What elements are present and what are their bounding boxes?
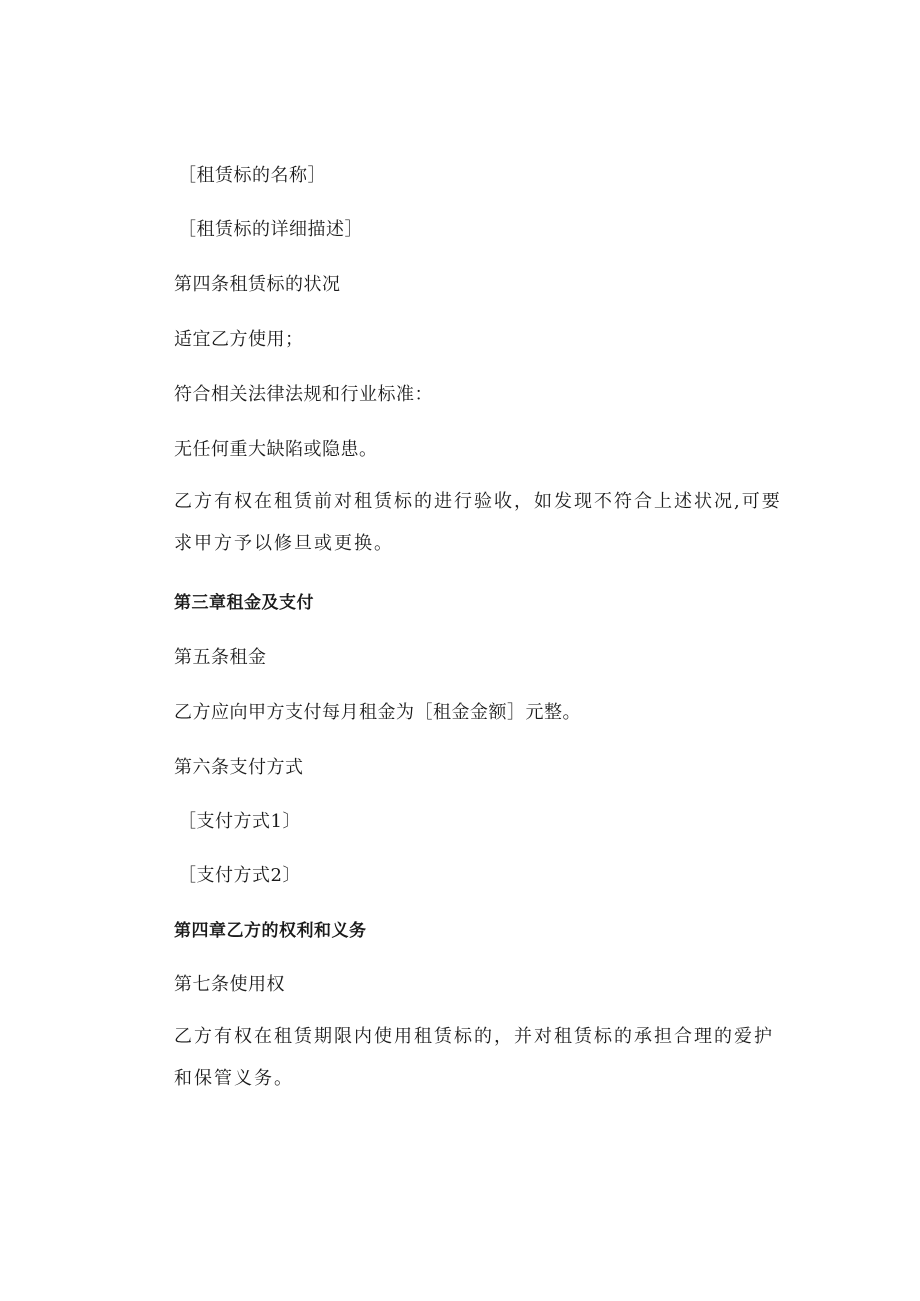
- article-5-title: 第五条租金: [174, 647, 267, 668]
- rent-amount-text: 乙方应向甲方支付每月租金为［租金金额］元整。: [174, 702, 581, 723]
- use-right-paragraph: 乙方有权在租赁期限内使用租赁标的，并对租赁标的承担合理的爱护和保管义务。: [174, 1026, 774, 1089]
- lease-item-name: ［租赁标的名称］: [178, 165, 326, 186]
- inspection-paragraph: 乙方有权在租赁前对租赁标的进行验收，如发现不符合上述状况,可要求甲方予以修旦或更换。: [174, 491, 782, 554]
- condition-item-1: 适宜乙方使用；: [174, 329, 304, 350]
- chapter-3-heading: 第三章租金及支付: [174, 593, 314, 613]
- article-7-title: 第七条使用权: [174, 974, 285, 995]
- condition-item-2: 符合相关法律法规和行业标准：: [174, 384, 433, 405]
- chapter-4-heading: 第四章乙方的权利和义务: [174, 921, 367, 941]
- article-6-title: 第六条支付方式: [174, 757, 304, 778]
- payment-method-2: ［支付方式2〕: [178, 865, 301, 886]
- condition-item-3: 无任何重大缺陷或隐患。: [174, 439, 378, 460]
- payment-method-1: ［支付方式1〕: [178, 811, 301, 832]
- lease-item-description: ［租赁标的详细描述］: [178, 219, 363, 240]
- article-4-title: 第四条租赁标的状况: [174, 274, 341, 295]
